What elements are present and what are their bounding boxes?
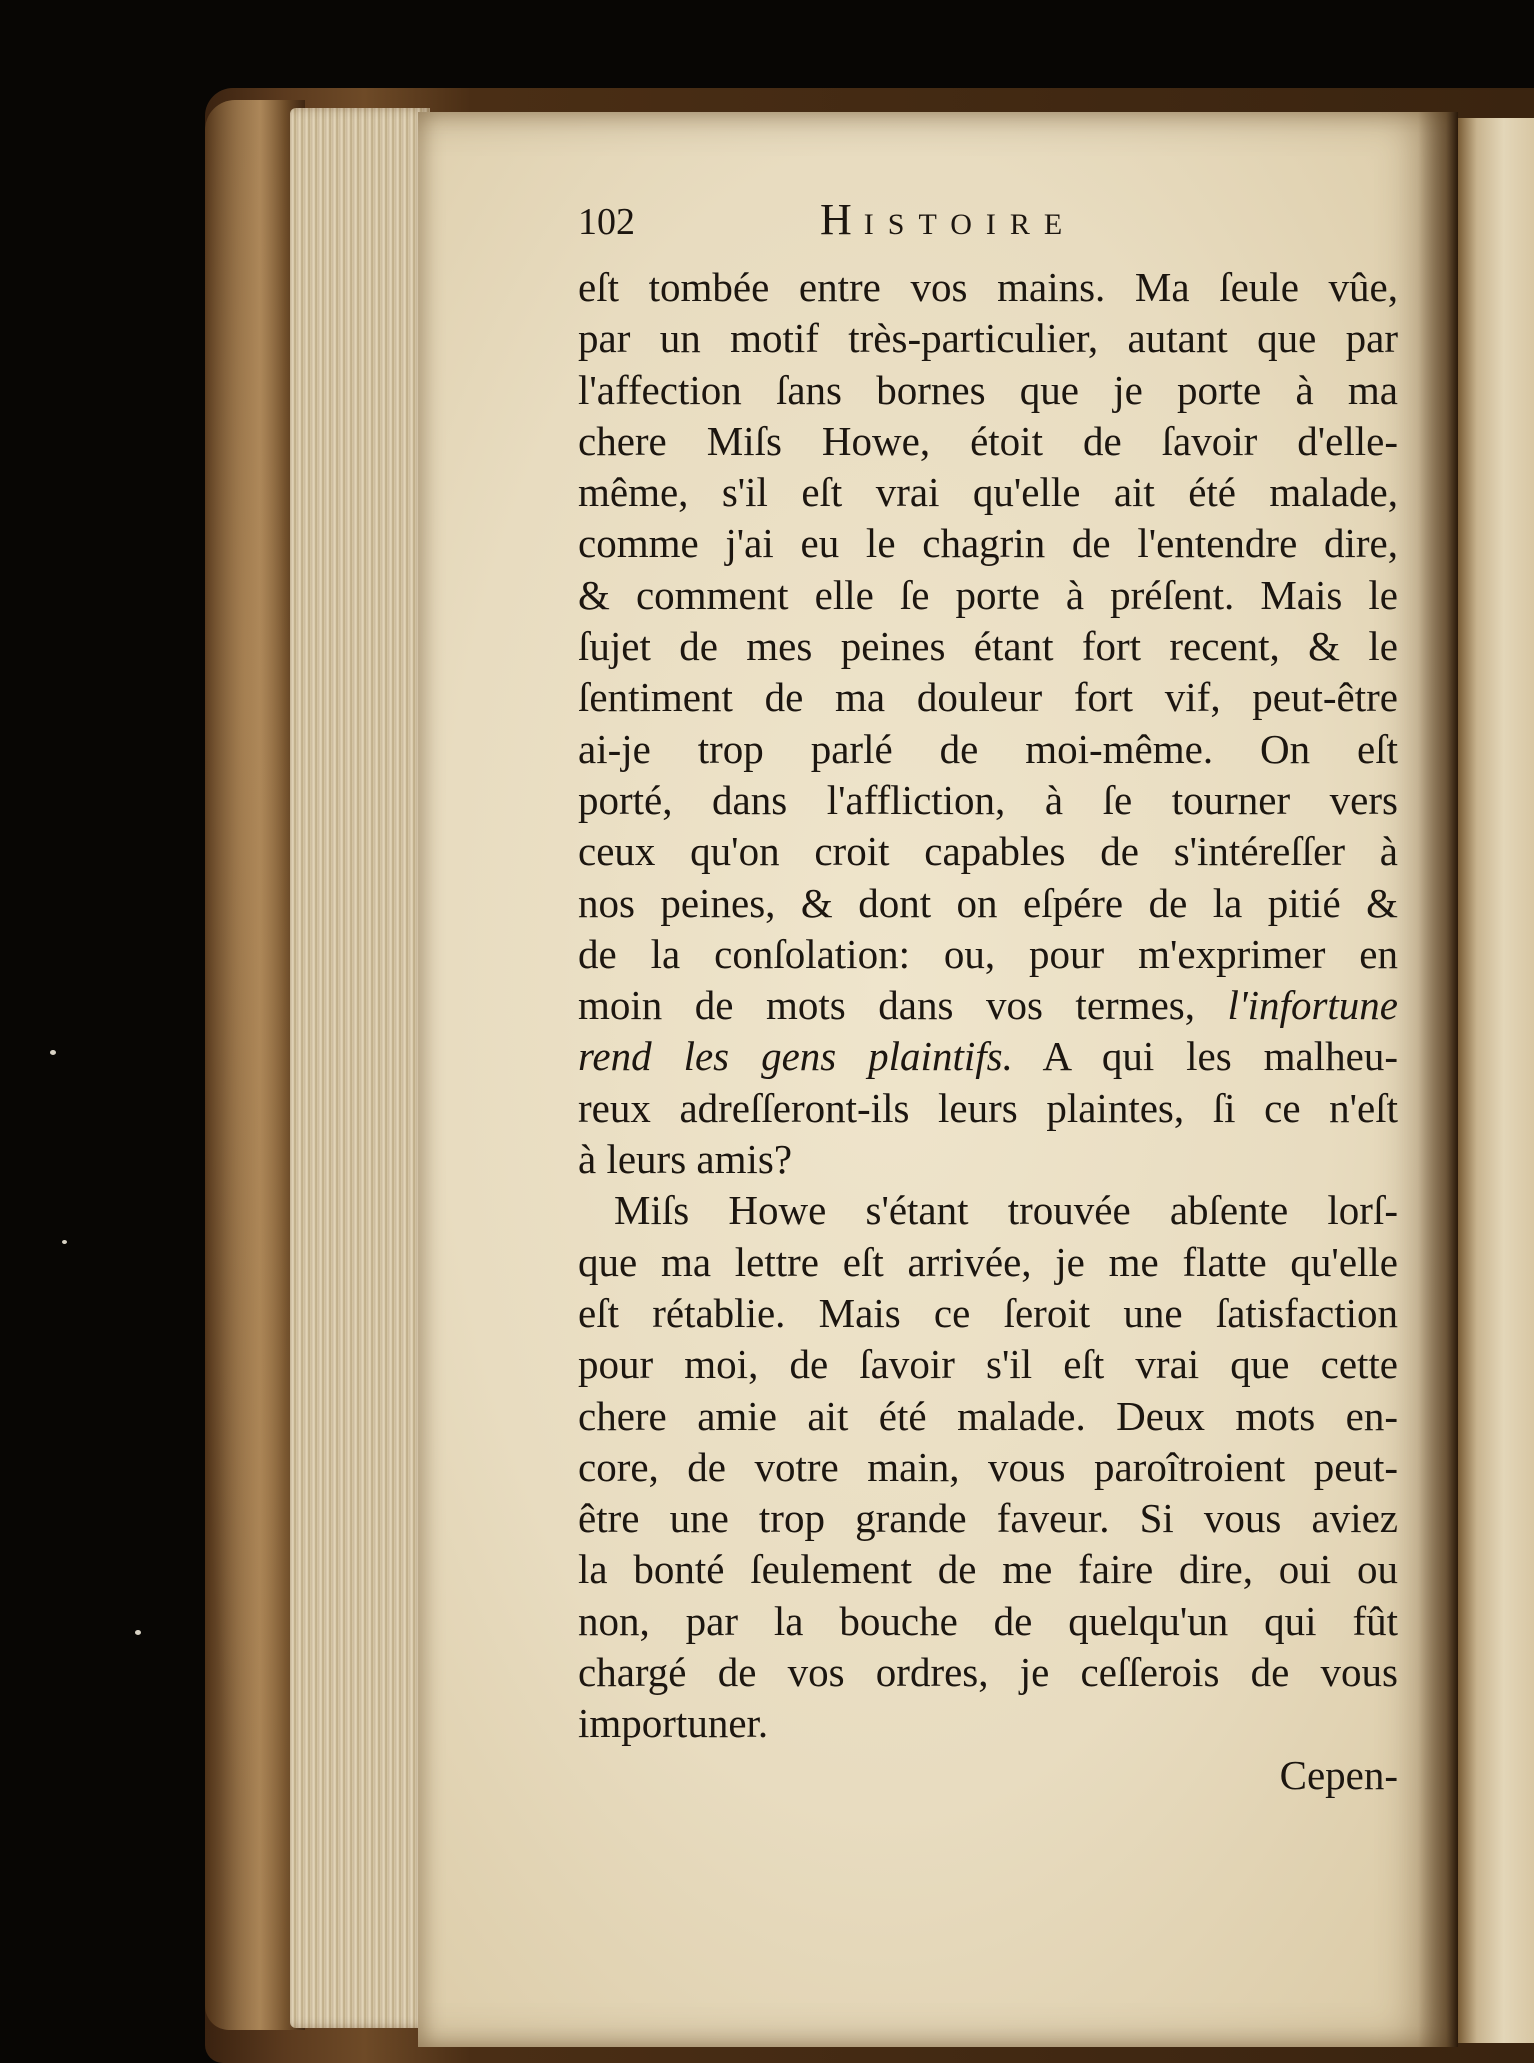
- running-title-initial: H: [820, 195, 864, 244]
- text-segment: A qui les malheu-: [1042, 1033, 1398, 1080]
- facing-page-edge: [1458, 118, 1534, 2043]
- paragraph-1: [578, 262, 1398, 1185]
- text-line: même, s'il eſt vrai qu'elle ait été malade,: [578, 469, 1398, 516]
- text-line: eſt rétablie. Mais ce ſeroit une ſatisfaction: [578, 1289, 1398, 1336]
- paragraph-2: [578, 1185, 1398, 1749]
- text-line: & comment elle ſe porte à préſent. Mais le: [578, 571, 1398, 618]
- dust-speck: [62, 1240, 67, 1244]
- text-line: porté, dans l'affliction, à ſe tourner vers: [578, 776, 1398, 823]
- book-gutter: [1418, 112, 1458, 2047]
- text-line: la bonté ſeulement de me faire dire, oui ou: [578, 1546, 1398, 1593]
- page-edges: [290, 108, 430, 2028]
- text-line: importuner.: [578, 1700, 769, 1747]
- text-line: par un motif très-particulier, autant que par: [578, 315, 1398, 362]
- text-line: être une trop grande faveur. Si vous aviez: [578, 1495, 1398, 1542]
- dust-speck: [135, 1630, 141, 1635]
- text-line: chere Miſs Howe, étoit de ſavoir d'elle-: [578, 417, 1398, 464]
- text-line: ſentiment de ma douleur fort vif, peut-être: [578, 674, 1398, 721]
- running-title-rest: ISTOIRE: [863, 208, 1077, 241]
- text-line: chargé de vos ordres, je ceſſerois de vous: [578, 1649, 1398, 1696]
- text-line: ai-je trop parlé de moi-même. On eſt: [578, 725, 1398, 772]
- running-head: [578, 195, 1398, 256]
- italic-text: l'infortune: [1227, 982, 1398, 1029]
- running-title: [820, 194, 1076, 245]
- text-line: à leurs amis?: [578, 1136, 793, 1183]
- text-line: comme j'ai eu le chagrin de l'entendre dire,: [578, 520, 1398, 567]
- page-text: [578, 195, 1398, 1801]
- text-line: non, par la bouche de quelqu'un qui fût: [578, 1597, 1398, 1644]
- text-segment: moin de mots dans vos termes,: [578, 982, 1195, 1029]
- text-line: que ma lettre eſt arrivée, je me flatte qu'elle: [578, 1238, 1398, 1285]
- text-line: Miſs Howe s'étant trouvée abſente lorſ-: [614, 1187, 1398, 1234]
- catchword: Cepen-: [1279, 1751, 1398, 1798]
- text-line: ſujet de mes peines étant fort recent, & le: [578, 623, 1398, 670]
- text-line-mixed: [578, 980, 1398, 1031]
- page-number: 102: [578, 201, 635, 243]
- text-line: reux adreſſeront-ils leurs plaintes, ſi ce n'eſt: [578, 1084, 1398, 1131]
- dust-speck: [50, 1050, 56, 1055]
- text-line-mixed: [578, 1031, 1398, 1082]
- text-line: chere amie ait été malade. Deux mots en-: [578, 1392, 1398, 1439]
- text-line: ceux qu'on croit capables de s'intéreſſer à: [578, 828, 1398, 875]
- text-line: eſt tombée entre vos mains. Ma ſeule vûe,: [578, 264, 1398, 310]
- text-line: core, de votre main, vous paroîtroient peut-: [578, 1443, 1398, 1490]
- text-line: nos peines, & dont on eſpére de la pitié &: [578, 879, 1398, 926]
- text-line: de la conſolation: ou, pour m'exprimer en: [578, 930, 1398, 977]
- text-line: l'affection ſans bornes que je porte à ma: [578, 366, 1398, 413]
- text-line: pour moi, de ſavoir s'il eſt vrai que cette: [578, 1341, 1398, 1388]
- italic-text: rend les gens plaintifs.: [578, 1033, 1013, 1080]
